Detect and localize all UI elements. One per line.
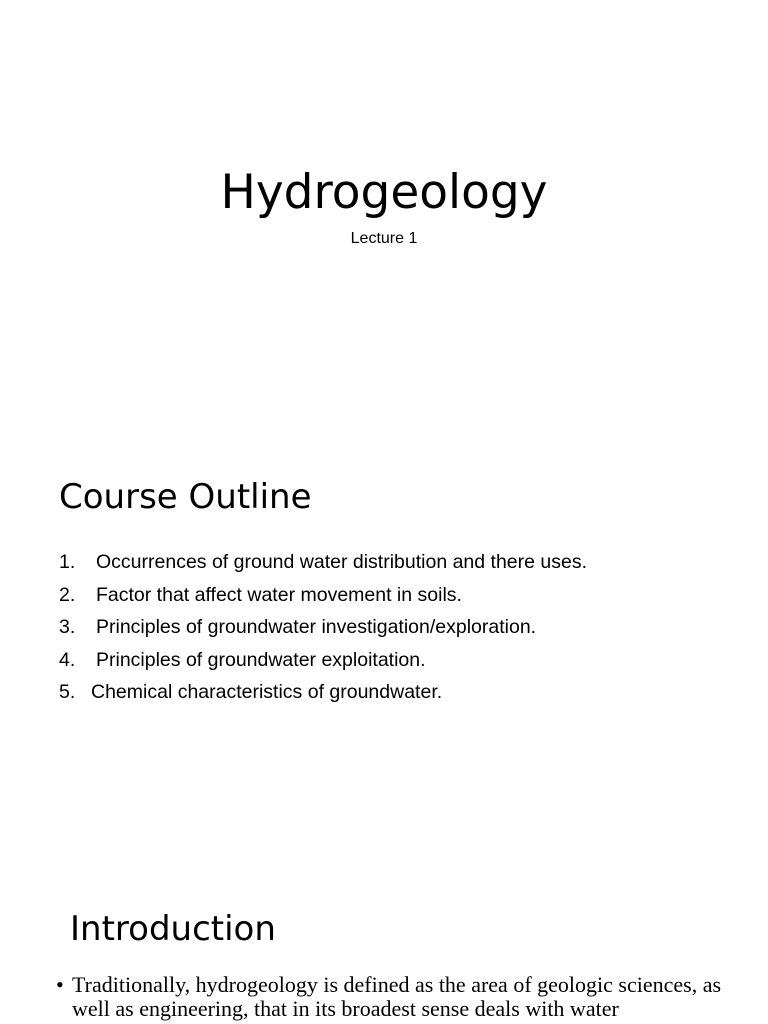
bullet-text: Traditionally, hydrogeology is defined as the area of geologic sciences, as well as engineering, that in its broadest sense deals with water (72, 972, 722, 1021)
introduction-title: Introduction (70, 909, 276, 949)
outline-item-number: 5. (59, 681, 76, 703)
outline-item-number: 4. (59, 648, 76, 671)
course-outline-slide (0, 432, 768, 864)
outline-item-text: Factor that affect water movement in soils. (96, 583, 462, 606)
course-outline-title: Course Outline (59, 477, 312, 517)
course-outline-list (59, 550, 587, 713)
outline-item-text: Principles of groundwater exploitation. (96, 648, 426, 671)
introduction-bullet-list (56, 973, 726, 1021)
outline-item (59, 648, 587, 681)
outline-item-number: 1. (59, 551, 76, 573)
outline-item-number: 3. (59, 616, 76, 638)
outline-item (59, 615, 587, 648)
introduction-slide (0, 864, 768, 1024)
title-slide (0, 0, 768, 432)
bullet-icon: • (56, 972, 64, 997)
outline-item-text: Occurrences of ground water distribution and there uses. (96, 551, 588, 573)
outline-item (59, 680, 587, 713)
outline-item (59, 583, 587, 616)
presentation-title: Hydrogeology (220, 165, 548, 220)
outline-item-number: 2. (59, 583, 76, 606)
outline-item-text: Principles of groundwater investigation/exploration. (96, 616, 537, 638)
outline-item-text: Chemical characteristics of groundwater. (91, 681, 443, 703)
list-item (56, 973, 726, 1021)
outline-item (59, 550, 587, 583)
presentation-subtitle: Lecture 1 (350, 230, 418, 247)
